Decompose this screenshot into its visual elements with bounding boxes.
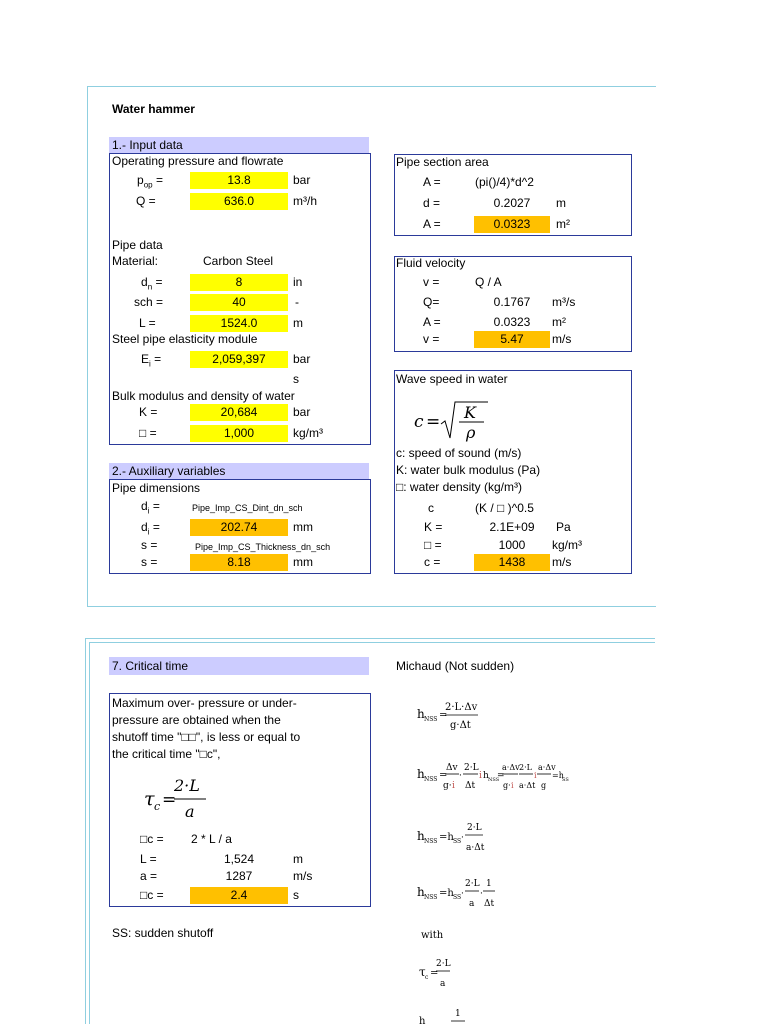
pipe-dims-label: Pipe dimensions [112,481,201,495]
s1-label: s = [141,538,158,552]
critical-desc-line-4: the critical time "□c", [112,747,221,761]
tc1-value: 2 * L / a [191,832,232,846]
critical-time-formula [140,772,220,824]
velocity-v2-row [396,331,628,348]
s1-row [112,537,368,554]
wave-k-label: K = [424,520,443,534]
velocity-a-row [396,314,628,331]
page-title: Water hammer [112,102,195,116]
di2-label: d [141,520,148,534]
svg-text:2·L: 2·L [467,823,482,833]
di1-sub: i [147,506,150,516]
tc1-row [112,831,368,848]
critical-a-unit: m/s [293,869,313,883]
sch-row [112,294,368,311]
wave-rho-unit: kg/m³ [552,538,582,552]
s2-row [112,554,368,571]
svg-text:h: h [417,767,425,781]
material-label: Material: [112,254,159,268]
svg-text:h: h [417,885,425,899]
velocity-v1-row [396,274,628,291]
tc2-unit: s [293,888,299,902]
velocity-v1-value: Q / A [475,275,502,289]
wave-desc-1: c: speed of sound (m/s) [396,446,522,460]
wave-c2-label: c = [424,555,441,569]
l-row [112,315,368,332]
svg-text:NSS: NSS [424,894,438,901]
velocity-a-label: A = [423,315,441,329]
svg-text:2·L: 2·L [465,879,480,889]
di1-eq: = [152,499,160,513]
tc1-label: □c = [140,832,164,846]
rho-value[interactable]: 1,000 [190,425,288,442]
ei-eq: = [154,352,162,366]
k-value[interactable]: 20,684 [190,404,288,421]
pipe-data-label: Pipe data [112,238,163,252]
svg-text:c: c [425,974,429,981]
velocity-a-unit: m² [552,315,566,329]
s2-unit: mm [293,555,313,569]
pop-eq: = [155,173,163,187]
pop-row [112,172,368,189]
wave-rho-row [396,537,628,554]
k-unit: bar [293,405,311,419]
velocity-v1-label: v = [423,275,440,289]
wave-c2-unit: m/s [552,555,572,569]
svg-text:i: i [534,771,537,780]
svg-text:NSS: NSS [424,716,438,723]
svg-text:Δv: Δv [446,763,458,773]
critical-formula-num: 2·L [174,776,200,795]
pop-label: p [137,173,144,187]
critical-desc-line-2: pressure are obtained when the [112,713,281,727]
k-label: K = [139,405,158,419]
velocity-v2-label: v = [423,332,440,346]
tc2-row [112,887,368,904]
di2-value: 202.74 [190,519,288,536]
velocity-q-label: Q= [423,295,440,309]
wave-k-value: 2.1E+09 [489,520,535,534]
svg-text:2·L: 2·L [519,763,532,772]
dn-row [112,274,368,291]
q-value[interactable]: 636.0 [190,193,288,210]
sch-unit: - [295,295,299,309]
velocity-q-unit: m³/s [552,295,576,309]
sch-value[interactable]: 40 [190,294,288,311]
input-data-header: 1.- Input data [109,137,369,153]
svg-text:=h: =h [439,832,454,843]
critical-l-row [112,851,368,868]
area-d-row [396,195,628,212]
velocity-q-value: 0.1767 [493,295,531,309]
dn-value[interactable]: 8 [190,274,288,291]
critical-formula-den: a [185,802,195,821]
wave-desc-3: □: water density (kg/m³) [396,480,522,494]
critical-l-value: 1,524 [223,852,255,866]
di1-value: Pipe_Imp_CS_Dint_dn_sch [192,503,303,513]
material-row [112,253,368,270]
wave-c1-row [396,500,628,517]
pop-unit: bar [293,173,311,187]
critical-formula-tau: τ [144,788,155,810]
q-row [112,193,368,210]
dn-eq: = [155,275,163,289]
area-a2-row [396,216,628,233]
velocity-v2-unit: m/s [552,332,572,346]
svg-text:g·: g· [503,781,511,790]
ei-row [112,351,368,368]
wave-formula-c: c [414,412,424,432]
dn-sub: n [147,282,153,292]
wave-k-row [396,519,628,536]
svg-text:SS: SS [453,838,462,845]
bottom-sheet-border-left [85,638,86,1024]
ei-label: E [141,352,150,366]
critical-desc-line-3: shutoff time "□□", is less or equal to [112,730,301,744]
critical-desc-line-1: Maximum over- pressure or under- [112,696,297,710]
svg-text:2·L: 2·L [464,763,479,773]
ss-note: SS: sudden shutoff [112,926,214,940]
wave-formula-eq: = [426,412,441,432]
bottom-sheet-border-left-2 [89,642,90,1024]
s2-label: s = [141,555,158,569]
wave-desc-2: K: water bulk modulus (Pa) [396,463,541,477]
wave-c1-value: (K / □ )^0.5 [475,501,534,515]
dn-label: d [141,275,148,289]
svg-text:a·Δv: a·Δv [538,763,556,772]
critical-l-label: L = [140,852,157,866]
velocity-q-row [396,294,628,311]
area-d-value: 0.2027 [493,196,531,210]
bulk-label: Bulk modulus and density of water [112,389,295,403]
ei-value[interactable]: 2,059,397 [190,351,288,368]
l-value[interactable]: 1524.0 [190,315,288,332]
di2-eq: = [152,520,160,534]
svg-text:=: = [439,770,448,781]
critical-desc [112,695,366,763]
wave-c1-label: c [428,501,434,515]
area-a1-label: A = [423,175,441,189]
wave-title: Wave speed in water [396,372,508,386]
tc2-value: 2.4 [190,887,288,904]
svg-text:·: · [459,771,462,781]
area-a2-value: 0.0323 [474,216,550,233]
svg-text:=: = [439,710,448,721]
svg-text:g: g [541,781,547,790]
svg-text:h: h [419,1016,426,1024]
svg-text:SS: SS [562,777,569,783]
svg-text:g·: g· [443,781,452,791]
rho-row [112,425,368,442]
aux-header: 2.- Auxiliary variables [109,463,369,479]
s-unit-row [112,371,368,388]
wave-formula-rho: ρ [466,423,476,442]
critical-a-row [112,868,368,885]
critical-formula-tau-sub: c [154,800,161,813]
svg-text:a·Δt: a·Δt [466,843,485,853]
velocity-title: Fluid velocity [396,256,466,270]
svg-text:2·L: 2·L [436,959,451,969]
bottom-sheet-border-top-2 [89,642,655,643]
svg-text:Δt: Δt [465,781,476,791]
dn-unit: in [293,275,303,289]
tc2-label: □c = [140,888,164,902]
svg-text:1: 1 [486,879,492,889]
di1-label: d [141,499,148,513]
op-pressure-label: Operating pressure and flowrate [112,154,284,168]
svg-text:i: i [452,781,455,791]
q-unit: m³/h [293,194,317,208]
critical-time-header: 7. Critical time [109,657,369,675]
svg-text:h: h [417,829,425,843]
s1-value: Pipe_Imp_CS_Thickness_dn_sch [195,542,331,552]
wave-k-unit: Pa [556,520,571,534]
svg-text:=h: =h [552,771,564,780]
di2-unit: mm [293,520,313,534]
svg-text:a·Δt: a·Δt [519,781,536,790]
area-d-label: d = [423,196,441,210]
s2-value: 8.18 [190,554,288,571]
l-label: L = [139,316,156,330]
svg-text:1: 1 [455,1009,461,1019]
wave-formula-k: K [464,403,476,422]
area-title: Pipe section area [396,155,489,169]
elasticity-label: Steel pipe elasticity module [112,332,258,346]
michaud-equations-image [415,690,569,1024]
area-a1-row [396,174,628,191]
svg-text:a: a [440,979,446,989]
svg-text:a: a [469,899,475,909]
area-a2-label: A = [423,217,441,231]
svg-text:=: = [162,790,177,810]
k-row [112,404,368,421]
velocity-a-value: 0.0323 [493,315,531,329]
s-unit: s [293,372,299,386]
svg-text:=: = [497,771,505,781]
sch-label: sch = [134,295,164,309]
svg-text:i: i [511,781,514,790]
di2-row [112,519,368,536]
svg-text:·: · [461,833,464,843]
pop-value[interactable]: 13.8 [190,172,288,189]
rho-label: □ = [139,426,157,440]
di2-sub: i [147,527,150,537]
svg-text:h: h [483,771,489,781]
critical-a-value: 1287 [225,869,253,883]
velocity-v2-value: 5.47 [474,331,550,348]
svg-text:h: h [417,707,425,721]
wave-c2-value: 1438 [474,554,550,571]
area-d-unit: m [556,196,566,210]
svg-text:·: · [461,889,464,899]
di1-row [112,498,368,515]
svg-text:τ: τ [419,965,426,979]
wave-speed-formula [410,398,490,444]
area-a1-value: (pi()/4)*d^2 [475,175,534,189]
q-label: Q = [136,194,156,208]
area-a2-unit: m² [556,217,570,231]
critical-a-label: a = [140,869,158,883]
bottom-sheet-border-top [85,638,655,639]
critical-l-unit: m [293,852,303,866]
svg-text:2·L·Δv: 2·L·Δv [445,702,478,713]
svg-text:·: · [480,889,483,899]
svg-text:NSS: NSS [488,777,500,783]
svg-text:NSS: NSS [424,776,438,783]
svg-text:i: i [479,771,482,781]
svg-text:NSS: NSS [424,838,438,845]
michaud-title: Michaud (Not sudden) [396,659,515,673]
wave-rho-value: 1000 [498,538,526,552]
rho-unit: kg/m³ [293,426,323,440]
svg-text:g·Δt: g·Δt [450,720,471,731]
pop-sub: op [143,180,153,190]
wave-c2-row [396,554,628,571]
material-value: Carbon Steel [203,254,274,268]
svg-text:a·Δv: a·Δv [502,763,520,772]
svg-text:with: with [421,930,444,941]
svg-text:=h: =h [439,888,454,899]
svg-text:=: = [430,968,439,979]
svg-text:SS: SS [453,894,462,901]
ei-sub: i [149,359,151,369]
svg-text:Δt: Δt [484,899,495,909]
wave-rho-label: □ = [424,538,442,552]
l-unit: m [293,316,303,330]
ei-unit: bar [293,352,311,366]
